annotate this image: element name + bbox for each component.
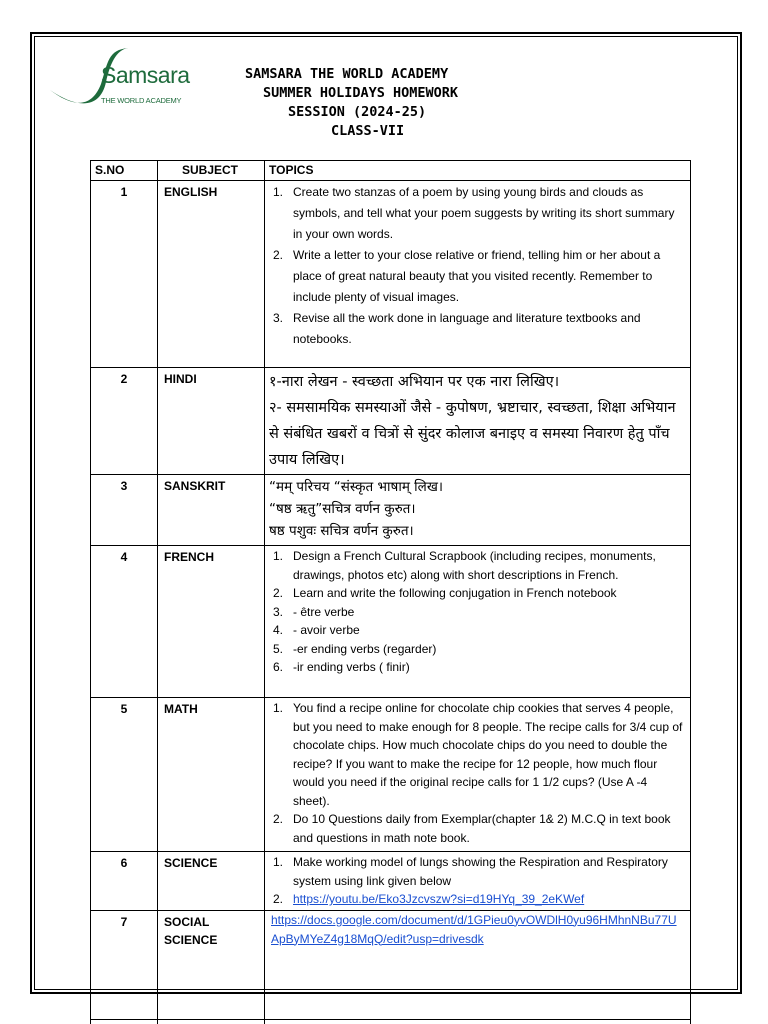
row-sno: 1 <box>91 181 158 368</box>
sanskrit-line: “मम् परिचय “संस्कृत भाषाम् लिख। <box>269 479 443 495</box>
list-item: 2. Learn and write the following conjugation in French notebook <box>273 586 617 600</box>
list-item: 1. Make working model of lungs showing the Respiration and Respiratory system using link given below <box>273 855 668 888</box>
list-item: 2. Do 10 Questions daily from Exemplar(chapter 1& 2) M.C.Q in text book and questions in math note book. <box>273 812 671 845</box>
list-item: 3. Revise all the work done in language and literature textbooks and notebooks. <box>273 311 641 346</box>
class-label: CLASS-VII <box>331 123 405 139</box>
row-subject: HINDI <box>158 368 265 475</box>
google-doc-link[interactable]: https://docs.google.com/document/d/1GPieu0yvOWDlH0yu96HMhnNBu77UApByMYeZ4g18MqQ/edit?usp=drivesdk <box>271 912 677 946</box>
row-subject: ENGLISH <box>158 181 265 368</box>
header-topics: TOPICS <box>265 161 691 181</box>
header-sno: S.NO <box>91 161 158 181</box>
list-item: 1. Design a French Cultural Scrapbook (including recipes, monuments, drawings, photos etc) along with short descriptions in French. <box>273 549 656 582</box>
list-item: 2. https://youtu.be/Eko3Jzcvszw?si=d19HYq_39_2eKWef <box>273 892 585 906</box>
school-name: SAMSARA THE WORLD ACADEMY <box>245 66 449 82</box>
list-item: 3. - être verbe <box>273 604 355 619</box>
row-sno: 3 <box>91 475 158 546</box>
list-item: 4. - avoir verbe <box>273 623 360 637</box>
table-row <box>91 546 691 698</box>
list-item: 6. -ir ending verbs ( finir) <box>273 660 410 674</box>
row-sno: 7 <box>91 910 158 1019</box>
table-row <box>91 368 691 475</box>
hindi-line: १-नारा लेखन - स्वच्छता अभियान पर एक नारा लिखिए। <box>269 374 560 390</box>
list-item: 5. -er ending verbs (regarder) <box>273 641 437 656</box>
list-item: 1. You find a recipe online for chocolate chip cookies that serves 4 people, but you need to make enough for 8 people. The recipe calls for 3/4 cup of chocolate chips. How much chocolate chips do you need to double the recipe? If you want to make the recipe for 12 people, how much flour would you need if the original recipe calls for 1 1/2 cups? (Use A -4 sheet). <box>273 701 683 808</box>
row-sno: 4 <box>91 546 158 698</box>
table-row <box>91 910 691 1019</box>
row-topics <box>265 910 691 1019</box>
logo-tagline: THE WORLD ACADEMY <box>101 96 182 105</box>
list-item: 1. Create two stanzas of a poem by using young birds and clouds as symbols, and tell what your poem suggests by writing its short summary in your own words. <box>273 185 675 241</box>
row-sno: 6 <box>91 852 158 911</box>
row-topics <box>265 475 691 546</box>
row-subject: MATH <box>158 698 265 852</box>
row-topics <box>265 698 691 852</box>
row-subject: SCIENCE <box>158 852 265 911</box>
row-sno: 2 <box>91 368 158 475</box>
youtube-link[interactable]: https://youtu.be/Eko3Jzcvszw?si=d19HYq_39_2eKWef <box>293 892 585 906</box>
table-row <box>91 475 691 546</box>
row-topics <box>265 368 691 475</box>
row-subject: SOCIAL SCIENCE <box>158 910 265 1019</box>
table-row-empty <box>91 1019 691 1024</box>
homework-table <box>90 160 691 1024</box>
list-item: 2. Write a letter to your close relative or friend, telling him or her about a place of great natural beauty that you visited recently. Remember to include plenty of visual images. <box>273 248 661 304</box>
row-topics <box>265 181 691 368</box>
row-topics <box>265 852 691 911</box>
sanskrit-line: षष्ठ पशुवः सचित्र वर्णन कुरुत। <box>269 523 414 539</box>
table-row <box>91 698 691 852</box>
row-sno: 5 <box>91 698 158 852</box>
header-subject: SUBJECT <box>158 161 265 181</box>
sanskrit-line: “षष्ठ ऋतु”सचित्र वर्णन कुरुत। <box>269 501 416 517</box>
row-topics <box>265 546 691 698</box>
row-subject: FRENCH <box>158 546 265 698</box>
row-subject: SANSKRIT <box>158 475 265 546</box>
logo-wordmark: Samsara <box>101 62 190 88</box>
hindi-line: २- समसामयिक समस्याओं जैसे - कुपोषण, भ्रष्टाचार, स्वच्छता, शिक्षा अभियान से संबंधित खबरों व चित्रों से सुंदर कोलाज बनाइए व समस्या निवारण हेतु पाँच उपाय लिखिए। <box>269 400 676 468</box>
table-row <box>91 852 691 911</box>
table-header-row <box>91 161 691 181</box>
homework-title: SUMMER HOLIDAYS HOMEWORK <box>263 85 459 101</box>
table-row <box>91 181 691 368</box>
session-label: SESSION (2024-25) <box>288 104 427 120</box>
